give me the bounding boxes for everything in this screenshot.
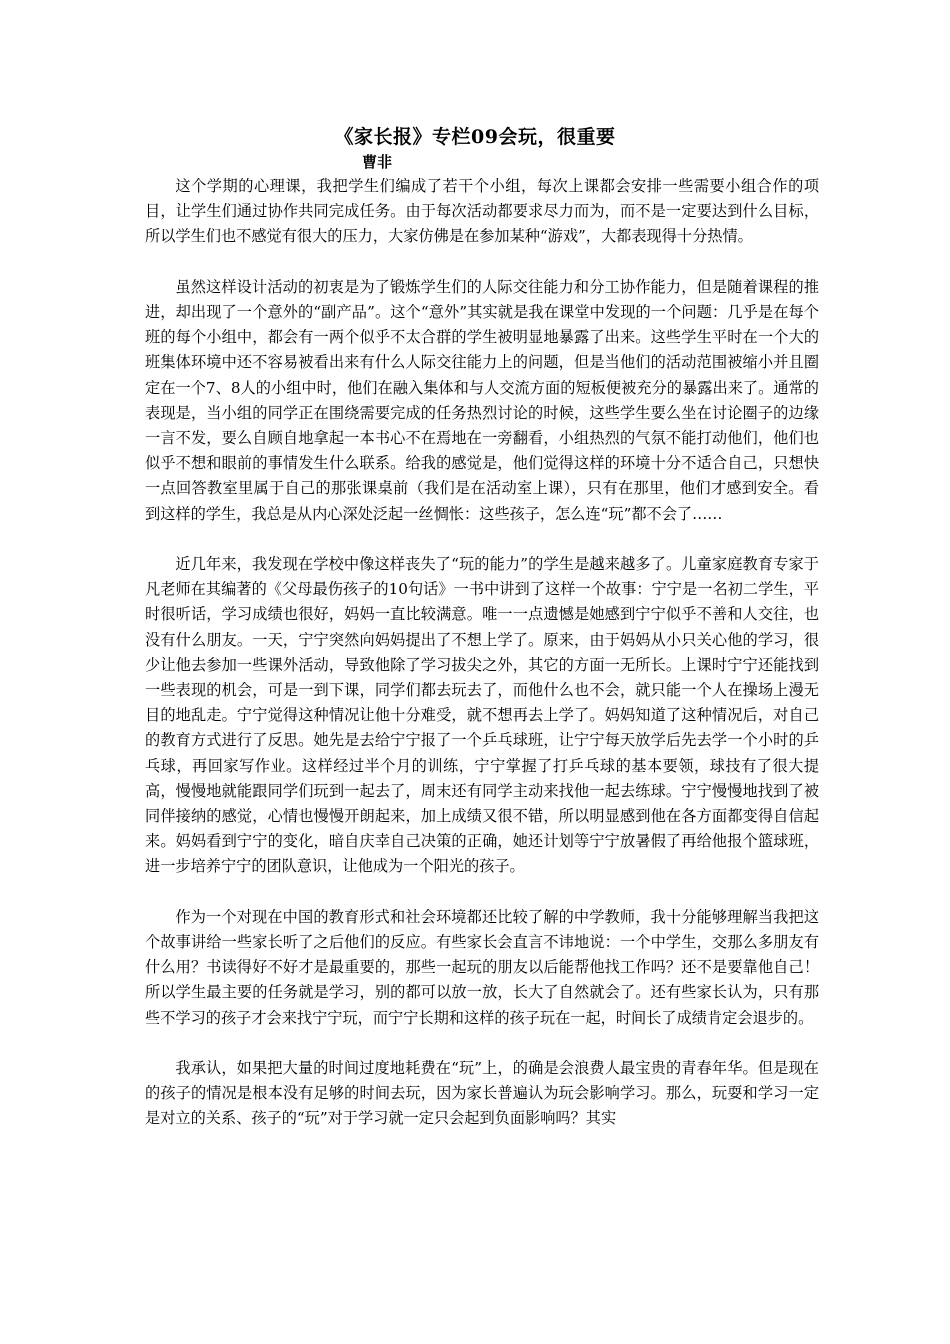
paragraph-5: 我承认，如果把大量的时间过度地耗费在“玩”上，的确是会浪费人最宝贵的青春年华。但是现在的孩子的情况是根本没有足够的时间去玩，因为家长普遍认为玩会影响学习。那么，玩耍和学习一定是对立的关系、孩子的“玩”对于学习就一定只会起到负面影响吗？其实 xyxy=(145,1059,819,1128)
document-title: 《家长报》专栏09会玩，很重要 xyxy=(334,126,616,148)
paragraph-4: 作为一个对现在中国的教育形式和社会环境都还比较了解的中学教师，我十分能够理解当我把这个故事讲给一些家长听了之后他们的反应。有些家长会直言不讳地说：一个中学生，交那么多朋友有什么用？书读得好不好才是最重要的，那些一起玩的朋友以后能帮他找工作吗？还不是要靠他自己！所以学生最主要的任务就是学习，别的都可以放一放，长大了自然就会了。还有些家长认为，只有那些不学习的孩子才会来找宁宁玩，而宁宁长期和这样的孩子玩在一起，时间长了成绩肯定会退步的。 xyxy=(145,907,819,1027)
author-name: 曹非 xyxy=(362,153,393,171)
document-body xyxy=(145,174,819,1132)
paragraph-2: 虽然这样设计活动的初衷是为了锻炼学生们的人际交往能力和分工协作能力，但是随着课程的推进，却出现了一个意外的“副产品”。这个“意外”其实就是我在课堂中发现的一个问题：几乎是在每个班的每个小组中，都会有一两个似乎不太合群的学生被明显地暴露了出来。这些学生平时在一个大的班集体环境中还不容易被看出来有什么人际交往能力上的问题，但是当他们的活动范围被缩小并且圈定在一个7、8人的小组中时，他们在融入集体和与人交流方面的短板便被充分的暴露出来了。通常的表现是，当小组的同学正在围绕需要完成的任务热烈讨论的时候，这些学生要么坐在讨论圈子的边缘一言不发，要么自顾自地拿起一本书心不在焉地在一旁翻看，小组热烈的气氛不能打动他们，他们也似乎不想和眼前的事情发生什么联系。给我的感觉是，他们觉得这样的环境十分不适合自己，只想快一点回答教室里属于自己的那张课桌前（我们是在活动室上课），只有在那里，他们才感到安全。看到这样的学生，我总是从内心深处泛起一丝惆怅：这些孩子，怎么连“玩”都不会了…… xyxy=(145,277,819,523)
paragraph-1: 这个学期的心理课，我把学生们编成了若干个小组，每次上课都会安排一些需要小组合作的项目，让学生们通过协作共同完成任务。由于每次活动都要求尽力而为，而不是一定要达到什么目标，所以学生们也不感觉有很大的压力，大家仿佛是在参加某种“游戏”，大都表现得十分热情。 xyxy=(145,177,819,246)
paragraph-3: 近几年来，我发现在学校中像这样丧失了“玩的能力”的学生是越来越多了。儿童家庭教育专家于凡老师在其编著的《父母最伤孩子的10句话》一书中讲到了这样一个故事：宁宁是一名初二学生，平时很听话，学习成绩也很好，妈妈一直比较满意。唯一一点遗憾是她感到宁宁似乎不善和人交往，也没有什么朋友。一天，宁宁突然向妈妈提出了不想上学了。原来，由于妈妈从小只关心他的学习，很少让他去参加一些课外活动，导致他除了学习拔尖之外，其它的方面一无所长。上课时宁宁还能找到一些表现的机会，可是一到下课，同学们都去玩去了，而他什么也不会，就只能一个人在操场上漫无目的地乱走。宁宁觉得这种情况让他十分难受，就不想再去上学了。妈妈知道了这种情况后，对自己的教育方式进行了反思。她先是去给宁宁报了一个乒乓球班，让宁宁每天放学后先去学一个小时的乒乓球，再回家写作业。这样经过半个月的训练，宁宁掌握了打乒乓球的基本要领，球技有了很大提高，慢慢地就能跟同学们玩到一起去了，周末还有同学主动来找他一起去练球。宁宁慢慢地找到了被同伴接纳的感觉，心情也慢慢开朗起来，加上成绩又很不错，所以明显感到他在各方面都变得自信起来。妈妈看到宁宁的变化，暗自庆幸自己决策的正确，她还计划等宁宁放暑假了再给他报个篮球班，进一步培养宁宁的团队意识，让他成为一个阳光的孩子。 xyxy=(145,555,819,876)
